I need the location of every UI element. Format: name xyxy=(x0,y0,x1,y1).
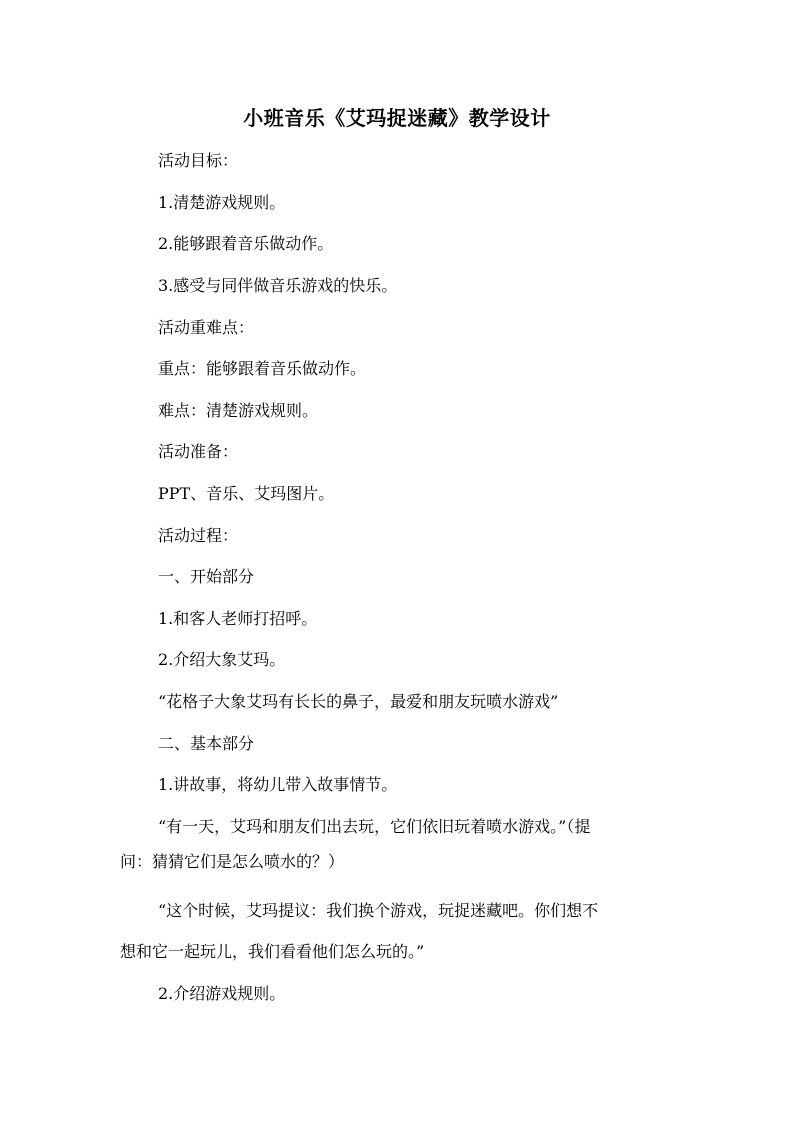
opening-step-2: 2.介绍大象艾玛。 xyxy=(158,650,286,669)
difficult-point: 难点：清楚游戏规则。 xyxy=(158,401,319,420)
opening-step-1: 1.和客人老师打招呼。 xyxy=(158,609,318,628)
document-title: 小班音乐《艾玛捉迷藏》教学设计 xyxy=(243,106,551,130)
objective-item-2: 2.能够跟着音乐做动作。 xyxy=(158,234,334,253)
section-heading-objectives: 活动目标： xyxy=(158,151,239,170)
story-paragraph-2-line-2: 想和它一起玩儿，我们看看他们怎么玩的。” xyxy=(120,942,425,961)
part-heading-main: 二、基本部分 xyxy=(158,734,255,753)
main-step-2: 2.介绍游戏规则。 xyxy=(158,984,286,1003)
story-paragraph-1-line-1: “有一天，艾玛和朋友们出去玩，它们依旧玩着喷水游戏。”（提 xyxy=(158,817,591,836)
section-heading-key-points: 活动重难点： xyxy=(158,318,255,337)
part-heading-opening: 一、开始部分 xyxy=(158,567,255,586)
preparation-materials: PPT、音乐、艾玛图片。 xyxy=(158,484,335,503)
opening-quote: “花格子大象艾玛有长长的鼻子，最爱和朋友玩喷水游戏” xyxy=(158,692,559,711)
story-paragraph-2-line-1: “这个时候，艾玛提议：我们换个游戏，玩捉迷藏吧。你们想不 xyxy=(158,901,599,920)
objective-item-3: 3.感受与同伴做音乐游戏的快乐。 xyxy=(158,276,398,295)
key-point: 重点：能够跟着音乐做动作。 xyxy=(158,359,367,378)
section-heading-preparation: 活动准备： xyxy=(158,442,239,461)
section-heading-process: 活动过程： xyxy=(158,526,239,545)
story-paragraph-1-line-2: 问：猜猜它们是怎么喷水的？） xyxy=(120,852,345,871)
objective-item-1: 1.清楚游戏规则。 xyxy=(158,193,286,212)
main-step-1: 1.讲故事，将幼儿带入故事情节。 xyxy=(158,775,398,794)
